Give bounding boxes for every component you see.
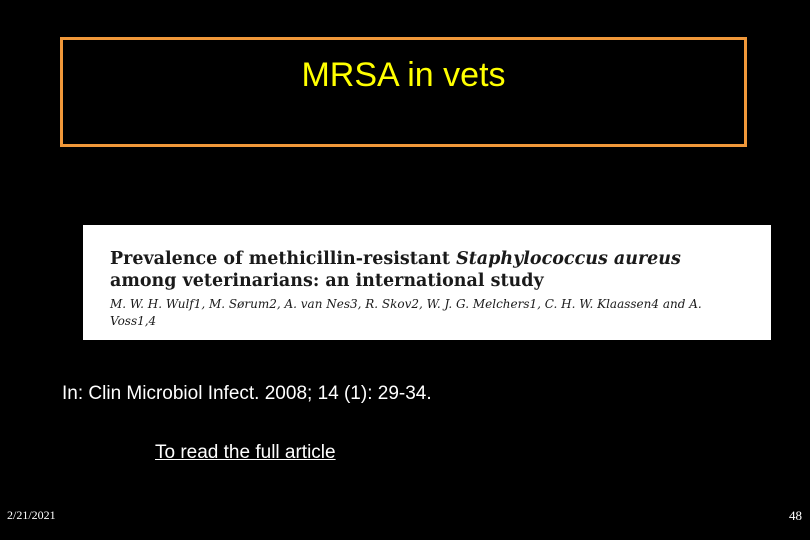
title-box	[60, 37, 747, 147]
slide-date: 2/21/2021	[7, 508, 56, 522]
article-title-part1: Prevalence of methicillin-resistant	[110, 249, 457, 269]
article-title	[110, 248, 750, 292]
slide-page-number: 48	[789, 508, 802, 523]
full-article-link[interactable]: To read the full article	[155, 442, 336, 463]
article-title-part2: among veterinarians: an international study	[110, 271, 544, 291]
article-title-italic: Staphylococcus aureus	[456, 249, 681, 269]
article-header-image	[83, 225, 771, 340]
slide-title: MRSA in vets	[301, 56, 506, 94]
article-authors: M. W. H. Wulf1, M. Sørum2, A. van Nes3, R. Skov2, W. J. G. Melchers1, C. H. W. Klaassen4 and A. Voss1,4	[110, 297, 702, 328]
citation-text: In: Clin Microbiol Infect. 2008; 14 (1): 29-34.	[62, 383, 432, 404]
